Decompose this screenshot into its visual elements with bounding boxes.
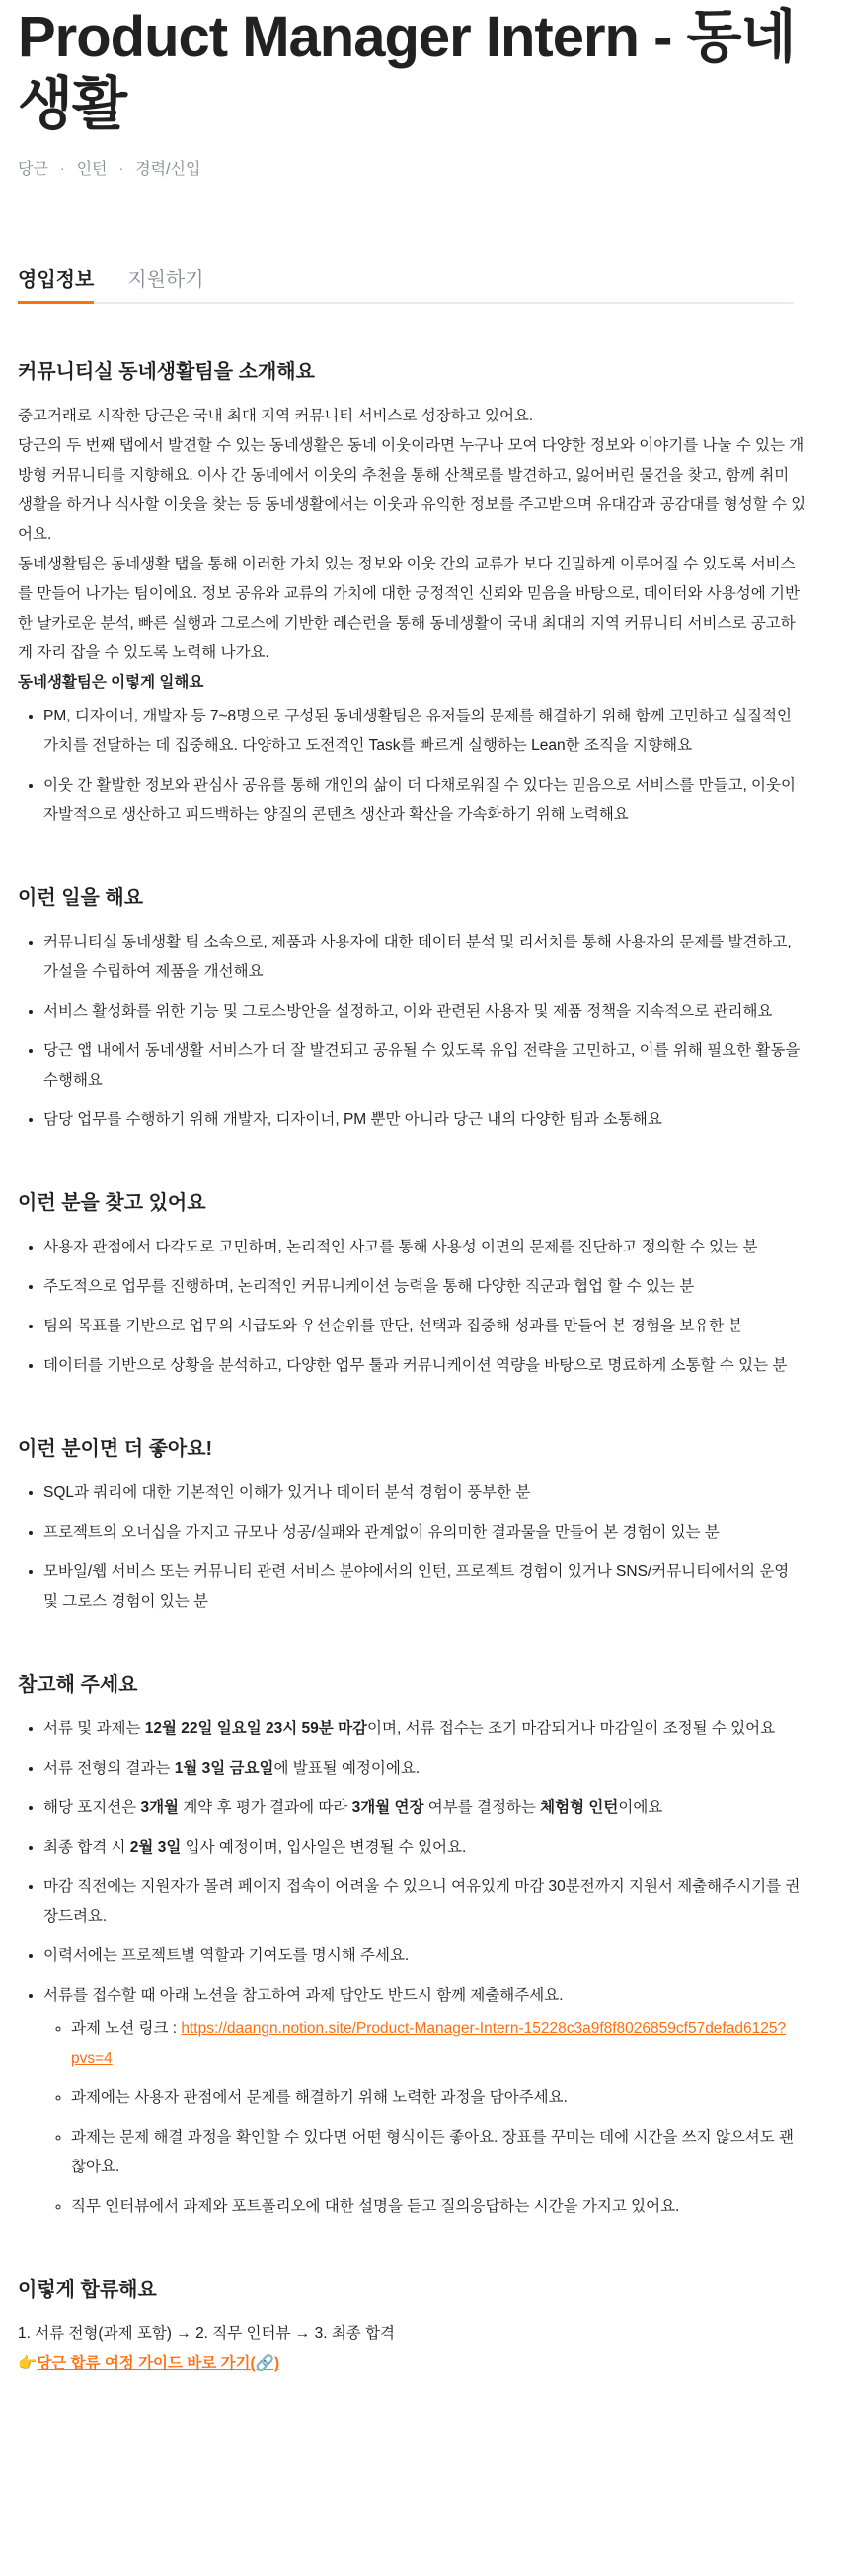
text: 해당 포지션은 xyxy=(43,1799,141,1816)
tab-apply[interactable]: 지원하기 xyxy=(127,269,204,291)
list-item: • 커뮤니티실 동네생활 팀 소속으로, 제품과 사용자에 대한 데이터 분석 및 리서치를 통해 사용자의 문제를 발견하고, 가설을 수립하여 제품을 개선해요 xyxy=(43,928,807,987)
text: 에 발표될 예정이에요. xyxy=(273,1760,421,1777)
list-item: • 팀의 목표를 기반으로 업무의 시급도와 우선순위를 판단, 선택과 집중해 성과를 만들어 본 경험을 보유한 분 xyxy=(43,1312,807,1341)
list-item xyxy=(43,1793,807,1823)
text: 서류 및 과제는 xyxy=(43,1720,145,1737)
assignment-notion-link[interactable]: https://daangn.notion.site/Product-Manager-Intern-15228c3a9f8f8026859cf57defad6125?pvs=4 xyxy=(71,2020,787,2067)
list-item xyxy=(43,1714,807,1744)
sub-list-item: ◦ 직무 인터뷰에서 과제와 포트폴리오에 대한 설명을 듣고 질의응답하는 시간을 가지고 있어요. xyxy=(71,2192,807,2222)
notes-section xyxy=(18,1668,807,2222)
section-heading: 이런 분을 찾고 있어요 xyxy=(18,1192,206,1214)
paragraph: 당근의 두 번째 탭에서 발견할 수 있는 동네생활은 동네 이웃이라면 누구나 모여 다양한 정보와 이야기를 나눌 수 있는 개방형 커뮤니티를 지향해요. 이사 간 동네에서 이웃의 추천을 통해 산책로를 발견하고, 잃어버린 물건을 찾고, 함께 취미 생활을 하거나 식사할 이웃을 찾는 등 동네생활에서는 이웃과 유익한 정보를 주고받으며 유대감과 공감대를 형성할 수 있어요. xyxy=(18,437,806,543)
tab-bar xyxy=(18,264,794,304)
list xyxy=(18,702,807,830)
meta-employment-type: 인턴 xyxy=(76,161,108,178)
section-heading: 이런 일을 해요 xyxy=(18,887,144,909)
list-item: • SQL과 쿼리에 대한 기본적인 이해가 있거나 데이터 분석 경험이 풍부한 분 xyxy=(43,1478,807,1508)
start-date-text: 2월 3일 xyxy=(129,1839,182,1856)
list xyxy=(18,1233,807,1381)
list-item xyxy=(43,1833,807,1862)
process-section xyxy=(18,2273,807,2379)
sub-list-item: ◦ 과제는 문제 해결 과정을 확인할 수 있다면 어떤 형식이든 좋아요. 장표를 꾸미는 데에 시간을 쓰지 않으셔도 괜찮아요. xyxy=(71,2123,807,2182)
section-heading: 참고해 주세요 xyxy=(18,1674,138,1696)
guide-row xyxy=(18,2349,807,2379)
list-item: • 담당 업무를 수행하기 위해 개발자, 디자이너, PM 뿐만 아니라 당근 내의 다양한 팀과 소통해요 xyxy=(43,1105,807,1135)
list-item: • 서비스 활성화를 위한 기능 및 그로스방안을 설정하고, 이와 관련된 사용자 및 제품 정책을 지속적으로 관리해요 xyxy=(43,997,807,1026)
sub-list xyxy=(43,2014,807,2222)
pointing-hand-icon: 👉 xyxy=(18,2355,38,2372)
sub-list-item: ◦ 과제에는 사용자 관점에서 문제를 해결하기 위해 노력한 과정을 담아주세요. xyxy=(71,2084,807,2113)
list-item xyxy=(43,1754,807,1783)
contract-term-text: 3개월 xyxy=(140,1799,180,1816)
list-item: • 모바일/웹 서비스 또는 커뮤니티 관련 서비스 분야에서의 인턴, 프로젝트 경험이 있거나 SNS/커뮤니티에서의 운영 및 그로스 경험이 있는 분 xyxy=(43,1557,807,1617)
meta-separator: · xyxy=(59,159,65,176)
list-item: • 이력서에는 프로젝트별 역할과 기여도를 명시해 주세요. xyxy=(43,1941,807,1971)
list-item: • 이웃 간 활발한 정보와 관심사 공유를 통해 개인의 삶이 더 다채로워질 수 있다는 믿음으로 서비스를 만들고, 이웃이 자발적으로 생산하고 피드백하는 양질의 콘텐츠 생산과 확산을 가속화하기 위해 노력해요 xyxy=(43,771,807,830)
job-meta xyxy=(18,156,807,179)
meta-career: 경력/신입 xyxy=(135,161,201,178)
list-item: • 주도적으로 업무를 진행하며, 논리적인 커뮤니케이션 능력을 통해 다양한 직군과 협업 할 수 있는 분 xyxy=(43,1272,807,1302)
paragraph: 중고거래로 시작한 당근은 국내 최대 지역 커뮤니티 서비스로 성장하고 있어요. xyxy=(18,408,534,424)
result-date-text: 1월 3일 금요일 xyxy=(174,1760,274,1777)
meta-separator: · xyxy=(118,159,124,176)
subheading: 동네생활팀은 이렇게 일해요 xyxy=(18,674,204,691)
list xyxy=(18,1714,807,2222)
text: 이며, 서류 접수는 조기 마감되거나 마감일이 조정될 수 있어요 xyxy=(367,1720,776,1737)
intro-section xyxy=(18,355,807,830)
list xyxy=(18,1478,807,1617)
extension-text: 3개월 연장 xyxy=(351,1799,424,1816)
requirements-section xyxy=(18,1186,807,1381)
hiring-guide-link[interactable]: 당근 합류 여정 가이드 바로 가기(🔗) xyxy=(37,2355,280,2372)
page-title: Product Manager Intern - 동네생활 xyxy=(18,5,796,136)
list-item: • 마감 직전에는 지원자가 몰려 페이지 접속이 어려울 수 있으니 여유있게 마감 30분전까지 지원서 제출해주시기를 권장드려요. xyxy=(43,1872,807,1932)
link-label: 과제 노션 링크 : xyxy=(71,2020,182,2037)
hiring-steps: 1. 서류 전형(과제 포함) → 2. 직무 인터뷰 → 3. 최종 합격 xyxy=(18,2325,396,2342)
preferred-section xyxy=(18,1432,807,1617)
text: 서류를 접수할 때 아래 노션을 참고하여 과제 답안도 반드시 함께 제출해주세요. xyxy=(43,1987,564,2004)
sub-list-item xyxy=(71,2014,807,2074)
duties-section xyxy=(18,881,807,1135)
list xyxy=(18,928,807,1135)
text: 입사 예정이며, 입사일은 변경될 수 있어요. xyxy=(181,1839,467,1856)
text: 최종 합격 시 xyxy=(43,1839,130,1856)
list-item: • 데이터를 기반으로 상황을 분석하고, 다양한 업무 툴과 커뮤니케이션 역량을 바탕으로 명료하게 소통할 수 있는 분 xyxy=(43,1351,807,1381)
paragraph: 동네생활팀은 동네생활 탭을 통해 이러한 가치 있는 정보와 이웃 간의 교류가 보다 긴밀하게 이루어질 수 있도록 서비스를 만들어 나가는 팀이에요. 정보 공유와 교류의 가치에 대한 긍정적인 신뢰와 믿음을 바탕으로, 데이터와 사용성에 기반한 날카로운 분석, 빠른 실행과 그로스에 기반한 레슨런을 통해 동네생활이 국내 최대의 지역 커뮤니티 서비스로 공고하게 자리 잡을 수 있도록 노력해 나가요. xyxy=(18,556,800,661)
section-heading: 이렇게 합류해요 xyxy=(18,2279,157,2301)
list-item: • 프로젝트의 오너십을 가지고 규모나 성공/실패와 관계없이 유의미한 결과물을 만들어 본 경험이 있는 분 xyxy=(43,1518,807,1548)
tab-job-info[interactable]: 영입정보 xyxy=(18,264,94,302)
text: 계약 후 평가 결과에 따라 xyxy=(179,1799,352,1816)
intern-type-text: 체험형 인턴 xyxy=(540,1799,619,1816)
section-heading: 커뮤니티실 동네생활팀을 소개해요 xyxy=(18,361,315,383)
text: 서류 전형의 결과는 xyxy=(43,1760,175,1777)
section-heading: 이런 분이면 더 좋아요! xyxy=(18,1438,213,1460)
text: 여부를 결정하는 xyxy=(423,1799,541,1816)
list-item: • PM, 디자이너, 개발자 등 7~8명으로 구성된 동네생활팀은 유저들의 문제를 해결하기 위해 함께 고민하고 실질적인 가치를 전달하는 데 집중해요. 다양하고 도전적인 Task를 빠르게 실행하는 Lean한 조직을 지향해요 xyxy=(43,702,807,761)
list-item xyxy=(43,1981,807,2222)
list-item: • 당근 앱 내에서 동네생활 서비스가 더 잘 발견되고 공유될 수 있도록 유입 전략을 고민하고, 이를 위해 필요한 활동을 수행해요 xyxy=(43,1036,807,1096)
meta-company: 당근 xyxy=(18,161,48,178)
list-item: • 사용자 관점에서 다각도로 고민하며, 논리적인 사고를 통해 사용성 이면의 문제를 진단하고 정의할 수 있는 분 xyxy=(43,1233,807,1262)
text: 이에요 xyxy=(618,1799,663,1816)
deadline-text: 12월 22일 일요일 23시 59분 마감 xyxy=(144,1720,368,1737)
